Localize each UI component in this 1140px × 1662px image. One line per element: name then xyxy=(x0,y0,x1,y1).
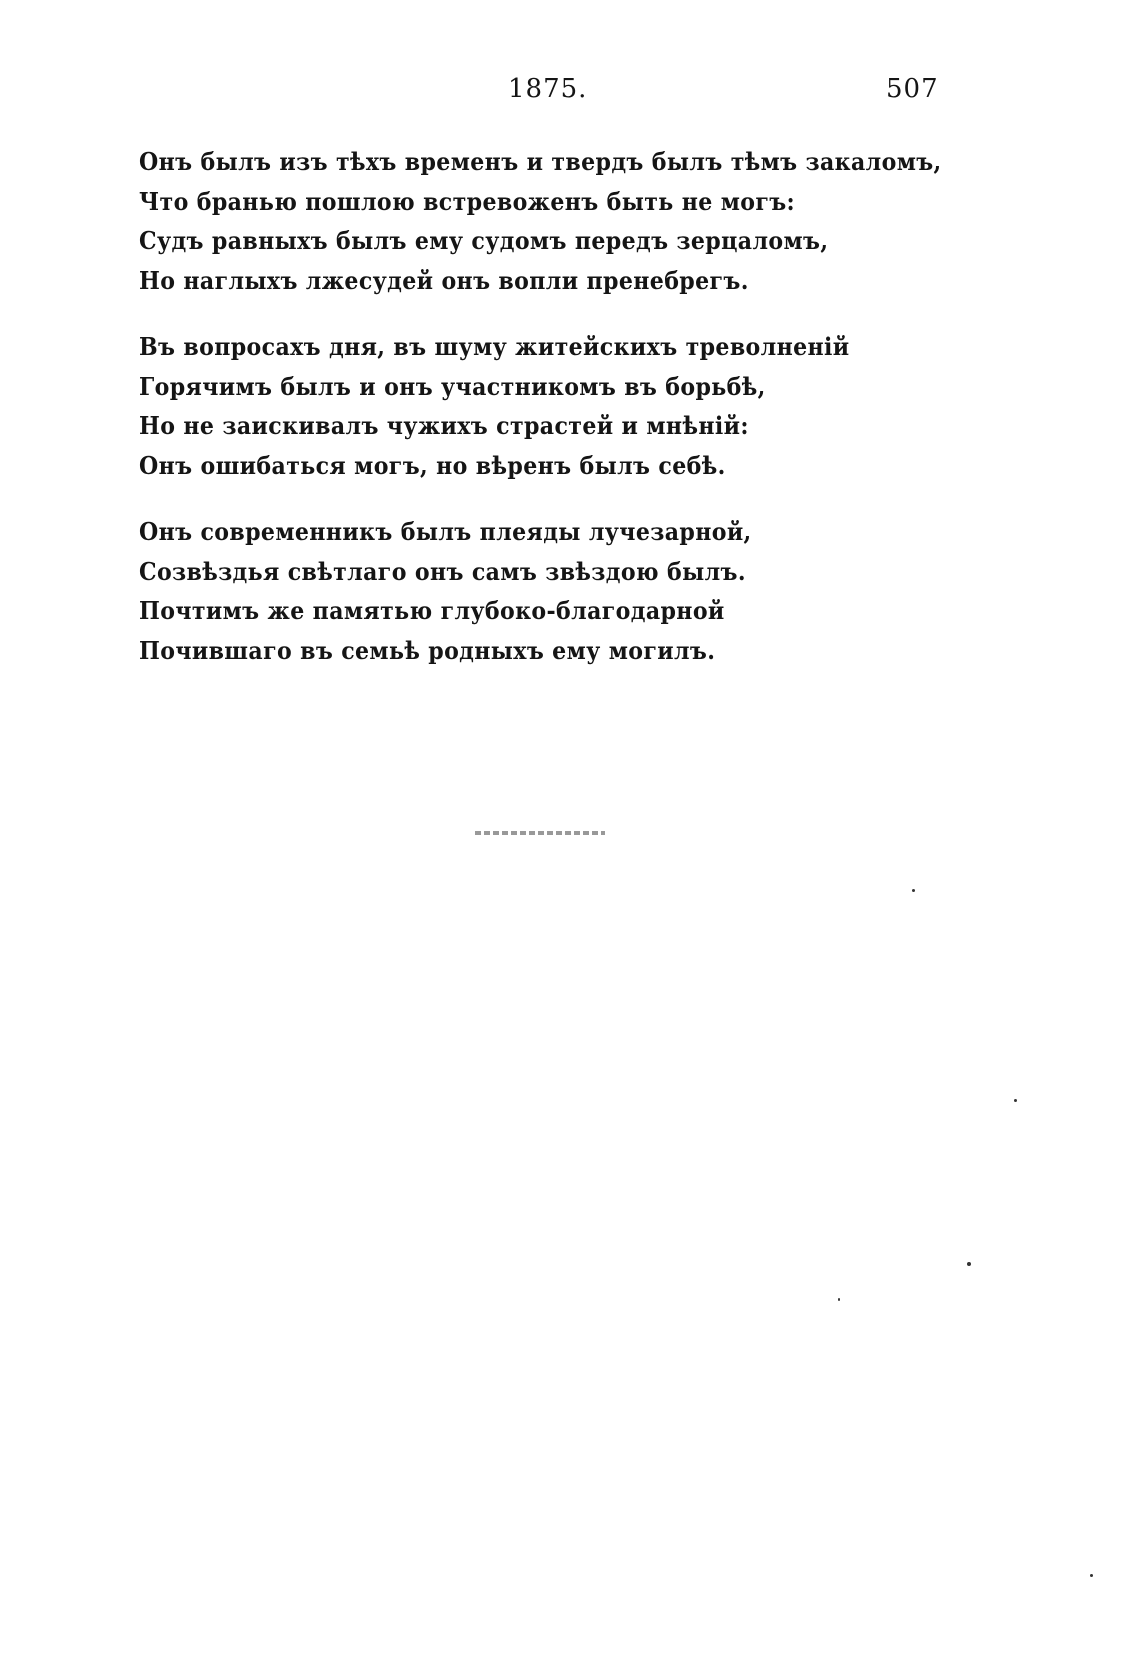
header-year: 1875. xyxy=(508,74,588,104)
print-speck xyxy=(838,1298,840,1301)
print-speck xyxy=(912,889,915,892)
poem-line: Почтимъ же памятью глубоко-благодарной xyxy=(139,596,725,625)
stanza-3 xyxy=(139,512,1019,670)
poem-line: Горячимъ былъ и онъ участникомъ въ борьбѣ, xyxy=(139,371,766,401)
page-number: 507 xyxy=(886,74,939,104)
print-speck xyxy=(967,1262,971,1266)
stanza-1 xyxy=(139,142,1019,300)
stanza-2 xyxy=(139,327,1019,485)
end-ornament-rule xyxy=(475,831,605,835)
running-header xyxy=(0,74,1140,114)
print-speck xyxy=(1014,1099,1017,1102)
poem-line: Въ вопросахъ дня, въ шуму житейскихъ треволненій xyxy=(139,332,850,361)
poem-body xyxy=(139,142,1019,697)
poem-line: Почившаго въ семьѣ родныхъ ему могилъ. xyxy=(139,635,716,665)
poem-line: Онъ былъ изъ тѣхъ временъ и твердъ былъ тѣмъ закаломъ, xyxy=(139,147,942,176)
poem-line: Но наглыхъ лжесудей онъ вопли пренебрегъ. xyxy=(139,265,749,295)
poem-line: Созвѣздья свѣтлаго онъ самъ звѣздою былъ. xyxy=(139,556,746,586)
poem-line: Но не заискивалъ чужихъ страстей и мнѣній: xyxy=(139,411,749,440)
print-speck xyxy=(1090,1574,1093,1577)
poem-line: Что бранью пошлою встревоженъ быть не могъ: xyxy=(139,186,796,216)
poem-line: Онъ ошибаться могъ, но вѣренъ былъ себѣ. xyxy=(139,450,726,480)
poem-line: Онъ современникъ былъ плеяды лучезарной, xyxy=(139,517,752,546)
poem-line: Судъ равныхъ былъ ему судомъ передъ зерцаломъ, xyxy=(139,226,829,255)
